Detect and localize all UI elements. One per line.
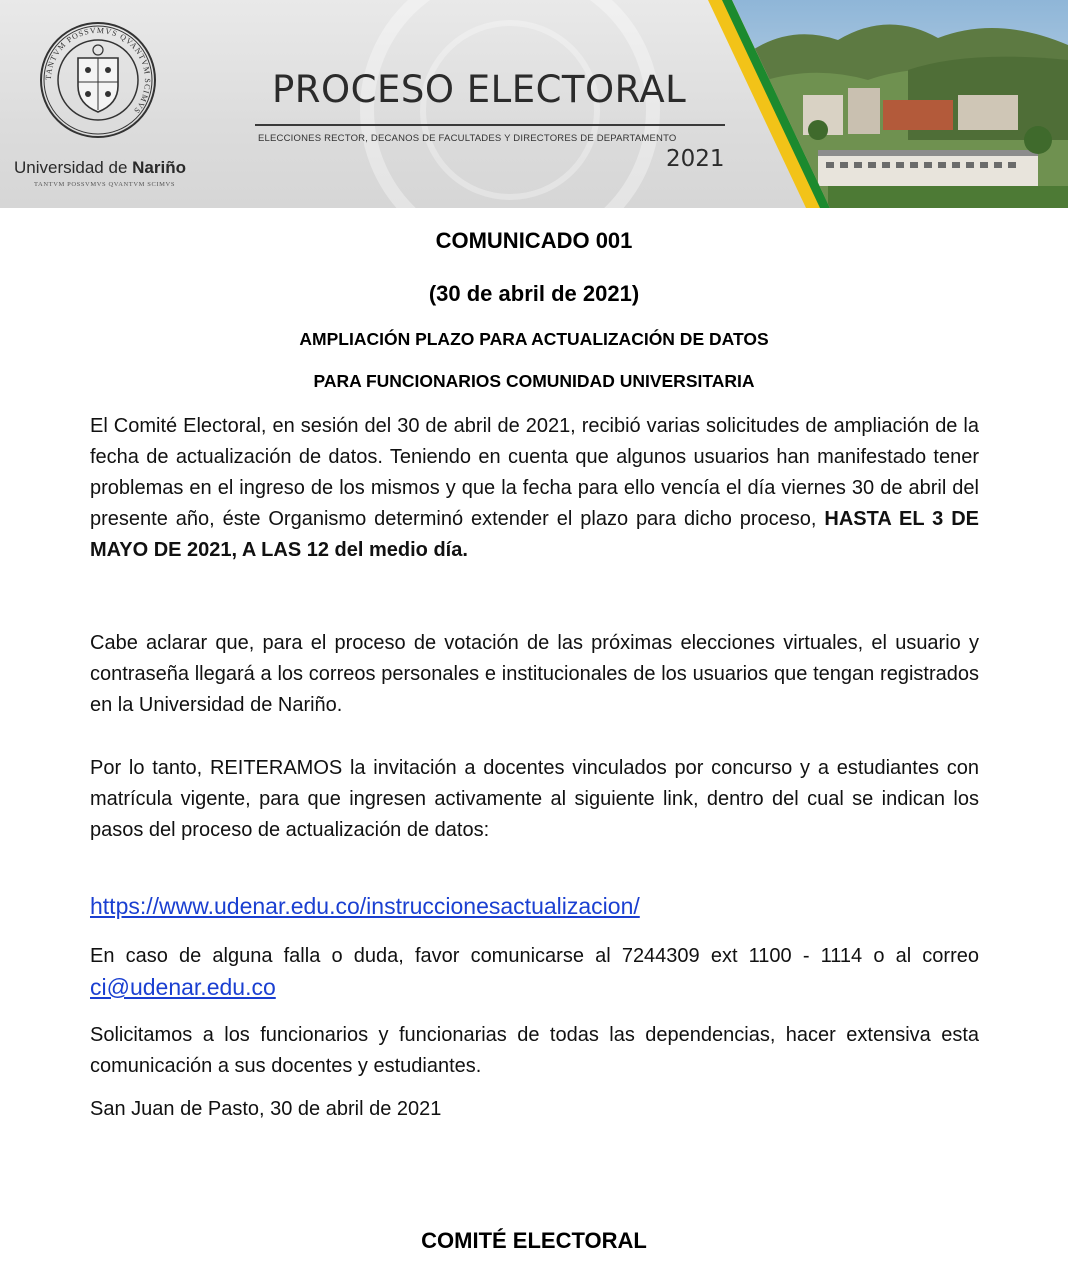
campus-photo [708, 0, 1068, 208]
paragraph-credentials: Cabe aclarar que, para el proceso de votación de las próximas elecciones virtuales, el usuario y contraseña llegará a los correos personales e institucionales de los usuarios que tengan registrados en la Universidad de Nariño. [90, 632, 979, 716]
university-name: Universidad de Nariño [14, 158, 186, 177]
banner-title: PROCESO ELECTORAL [272, 68, 687, 111]
paragraph-invitation: Por lo tanto, REITERAMOS la invitación a docentes vinculados por concurso y a estudiantes con matrícula vigente, para que ingresen activamente al siguiente link, dentro del cual se indican los pasos del proceso de actualización de datos: [90, 757, 979, 841]
paragraph-contact: En caso de alguna falla o duda, favor comunicarse al 7244309 ext 1100 - 1114 o al correo ci@udenar.edu.co [90, 945, 979, 1000]
university-logo [8, 18, 193, 188]
place-date: San Juan de Pasto, 30 de abril de 2021 [90, 1098, 442, 1120]
university-seal-icon [38, 20, 158, 140]
document-subtitle-1: AMPLIACIÓN PLAZO PARA ACTUALIZACIÓN DE DATOS [299, 329, 769, 349]
document-subtitle-2: PARA FUNCIONARIOS COMUNIDAD UNIVERSITARIA [313, 371, 755, 391]
banner-subtitle: ELECCIONES RECTOR, DECANOS DE FACULTADES Y DIRECTORES DE DEPARTAMENTO [258, 133, 677, 144]
banner-year: 2021 [666, 146, 725, 172]
instructions-link[interactable]: https://www.udenar.edu.co/instruccionesactualizacion/ [90, 893, 640, 919]
document-title: COMUNICADO 001 [435, 228, 633, 253]
document-date: (30 de abril de 2021) [428, 281, 640, 306]
paragraph-request: Solicitamos a los funcionarios y funcionarias de todas las dependencias, hacer extensiva esta comunicación a sus docentes y estudiantes. [90, 1024, 979, 1077]
signature: COMITÉ ELECTORAL [421, 1228, 647, 1253]
header-banner [0, 0, 1068, 208]
seal-text: TANTVM POSSVMVS QVANTVM SCIMVS [43, 25, 153, 116]
university-motto: TANTVM POSSVMVS QVANTVM SCIMVS [34, 181, 176, 188]
contact-email-link[interactable]: ci@udenar.edu.co [90, 974, 276, 1000]
banner-divider [255, 124, 725, 126]
paragraph-extension: El Comité Electoral, en sesión del 30 de abril de 2021, recibió varias solicitudes de ampliación de la fecha de actualización de datos. Teniendo en cuenta que algunos usuarios han manifestado tener problemas en el ingreso de los mismos y que la fecha para ello vencía el día viernes 30 de abril del presente año, éste Organismo determinó extender el plazo para dicho proceso, HASTA EL 3 DE MAYO DE 2021, A LAS 12 del medio día. [90, 415, 979, 561]
deadline-text: HASTA EL 3 DE MAYO DE 2021, A LAS 12 del medio día. [90, 508, 979, 561]
